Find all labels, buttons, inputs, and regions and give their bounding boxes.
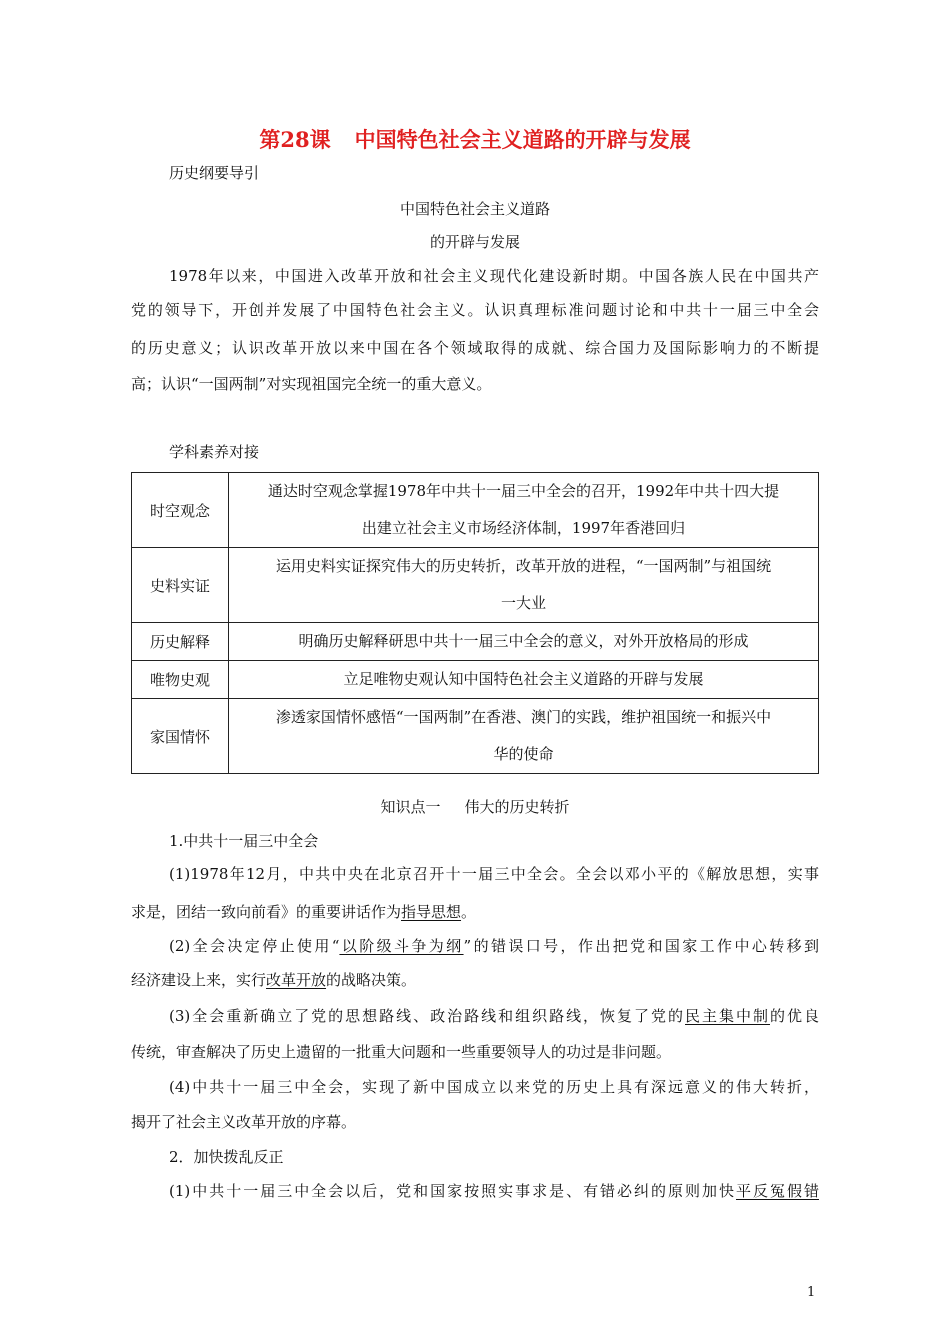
cell-line: 通达时空观念掌握1978年中共十一届三中全会的召开，1992年中共十四大提 (267, 482, 780, 500)
paragraph-line (131, 902, 476, 922)
underlined-term: 民主集中制 (685, 1007, 770, 1025)
table-row (132, 623, 819, 661)
cell-line: 一大业 (500, 594, 546, 612)
paragraph-line: (4)中共十一届三中全会，实现了新中国成立以来党的历史上具有深远意义的伟大转折， (169, 1078, 819, 1096)
literacy-heading: 学科素养对接 (169, 443, 260, 461)
text-run: 经济建设上来，实行 (131, 971, 267, 989)
lesson-name: 中国特色社会主义道路的开辟与发展 (354, 127, 691, 152)
text-run: 的优良 (769, 1007, 819, 1025)
literacy-table (131, 472, 819, 774)
underlined-term: 指导思想 (401, 903, 462, 921)
table-row (132, 699, 819, 774)
section-title: 2．加快拨乱反正 (169, 1148, 284, 1166)
knowledge-heading-number: 知识点一 (380, 798, 441, 816)
cell-line: 明确历史解释研思中共十一届三中全会的意义，对外开放格局的形成 (298, 632, 749, 650)
text-run: 。 (461, 903, 477, 921)
page-title (0, 124, 950, 154)
cell-line: 运用史料实证探究伟大的历史转折，改革开放的进程，“一国两制”与祖国统 (275, 557, 772, 575)
paragraph-line (169, 1181, 819, 1201)
table-key-cell: 唯物史观 (132, 661, 229, 699)
guide-subtitle-line2: 的开辟与发展 (429, 233, 520, 251)
text-run: (1)中共十一届三中全会以后，党和国家按照实事求是、有错必纠的原则加快 (169, 1182, 736, 1200)
section-title: 1.中共十一届三中全会 (169, 832, 319, 850)
text-run: 求是，团结一致向前看》的重要讲话作为 (131, 903, 402, 921)
lesson-number: 第28课 (259, 127, 331, 152)
paragraph-line: 传统，审查解决了历史上遗留的一批重大问题和一些重要领导人的功过是非问题。 (131, 1043, 672, 1061)
text-run: (3)全会重新确立了党的思想路线、政治路线和组织路线，恢复了党的 (169, 1007, 686, 1025)
table-value-cell (229, 623, 819, 661)
table-row (132, 661, 819, 699)
cell-line: 华的使命 (493, 745, 554, 763)
text-run: (2)全会决定停止使用“ (169, 937, 340, 955)
table-key-cell: 时空观念 (132, 473, 229, 548)
paragraph-line (169, 1006, 819, 1026)
paragraph-line: (1)1978年12月，中共中央在北京召开十一届三中全会。全会以邓小平的《解放思想，实事 (169, 865, 819, 883)
guide-subtitle-line1: 中国特色社会主义道路 (399, 200, 550, 218)
guide-para-line: 高；认识“一国两制”对实现祖国完全统一的重大意义。 (131, 375, 492, 393)
guide-para-line: 党的领导下，开创并发展了中国特色社会主义。认识真理标准问题讨论和中共十一届三中全会 (131, 301, 819, 319)
underlined-term: 改革开放 (266, 971, 327, 989)
table-row (132, 548, 819, 623)
paragraph-line: 揭开了社会主义改革开放的序幕。 (131, 1113, 357, 1131)
paragraph-line (131, 970, 416, 990)
table-row (132, 473, 819, 548)
cell-line: 渗透家国情怀感悟“一国两制”在香港、澳门的实践，维护祖国统一和振兴中 (275, 708, 772, 726)
table-value-cell (229, 473, 819, 548)
knowledge-heading-title: 伟大的历史转折 (464, 798, 570, 816)
table-value-cell (229, 548, 819, 623)
table-key-cell: 家国情怀 (132, 699, 229, 774)
cell-line: 出建立社会主义市场经济体制，1997年香港回归 (361, 519, 686, 537)
text-run: ”的错误口号，作出把党和国家工作中心转移到 (463, 937, 819, 955)
knowledge-heading (0, 797, 950, 817)
table-value-cell (229, 699, 819, 774)
underlined-term: 平反冤假错 (736, 1182, 819, 1200)
guide-heading: 历史纲要导引 (169, 164, 260, 182)
guide-para-line: 的历史意义；认识改革开放以来中国在各个领域取得的成就、综合国力及国际影响力的不断提 (131, 339, 819, 357)
paragraph-line (169, 936, 819, 956)
guide-para-line: 1978年以来，中国进入改革开放和社会主义现代化建设新时期。中国各族人民在中国共产 (169, 267, 819, 285)
cell-line: 立足唯物史观认知中国特色社会主义道路的开辟与发展 (343, 670, 704, 688)
page-number: 1 (807, 1285, 816, 1300)
table-value-cell (229, 661, 819, 699)
text-run: 的战略决策。 (326, 971, 417, 989)
table-key-cell: 历史解释 (132, 623, 229, 661)
underlined-term: 以阶级斗争为纲 (339, 937, 464, 955)
table-key-cell: 史料实证 (132, 548, 229, 623)
